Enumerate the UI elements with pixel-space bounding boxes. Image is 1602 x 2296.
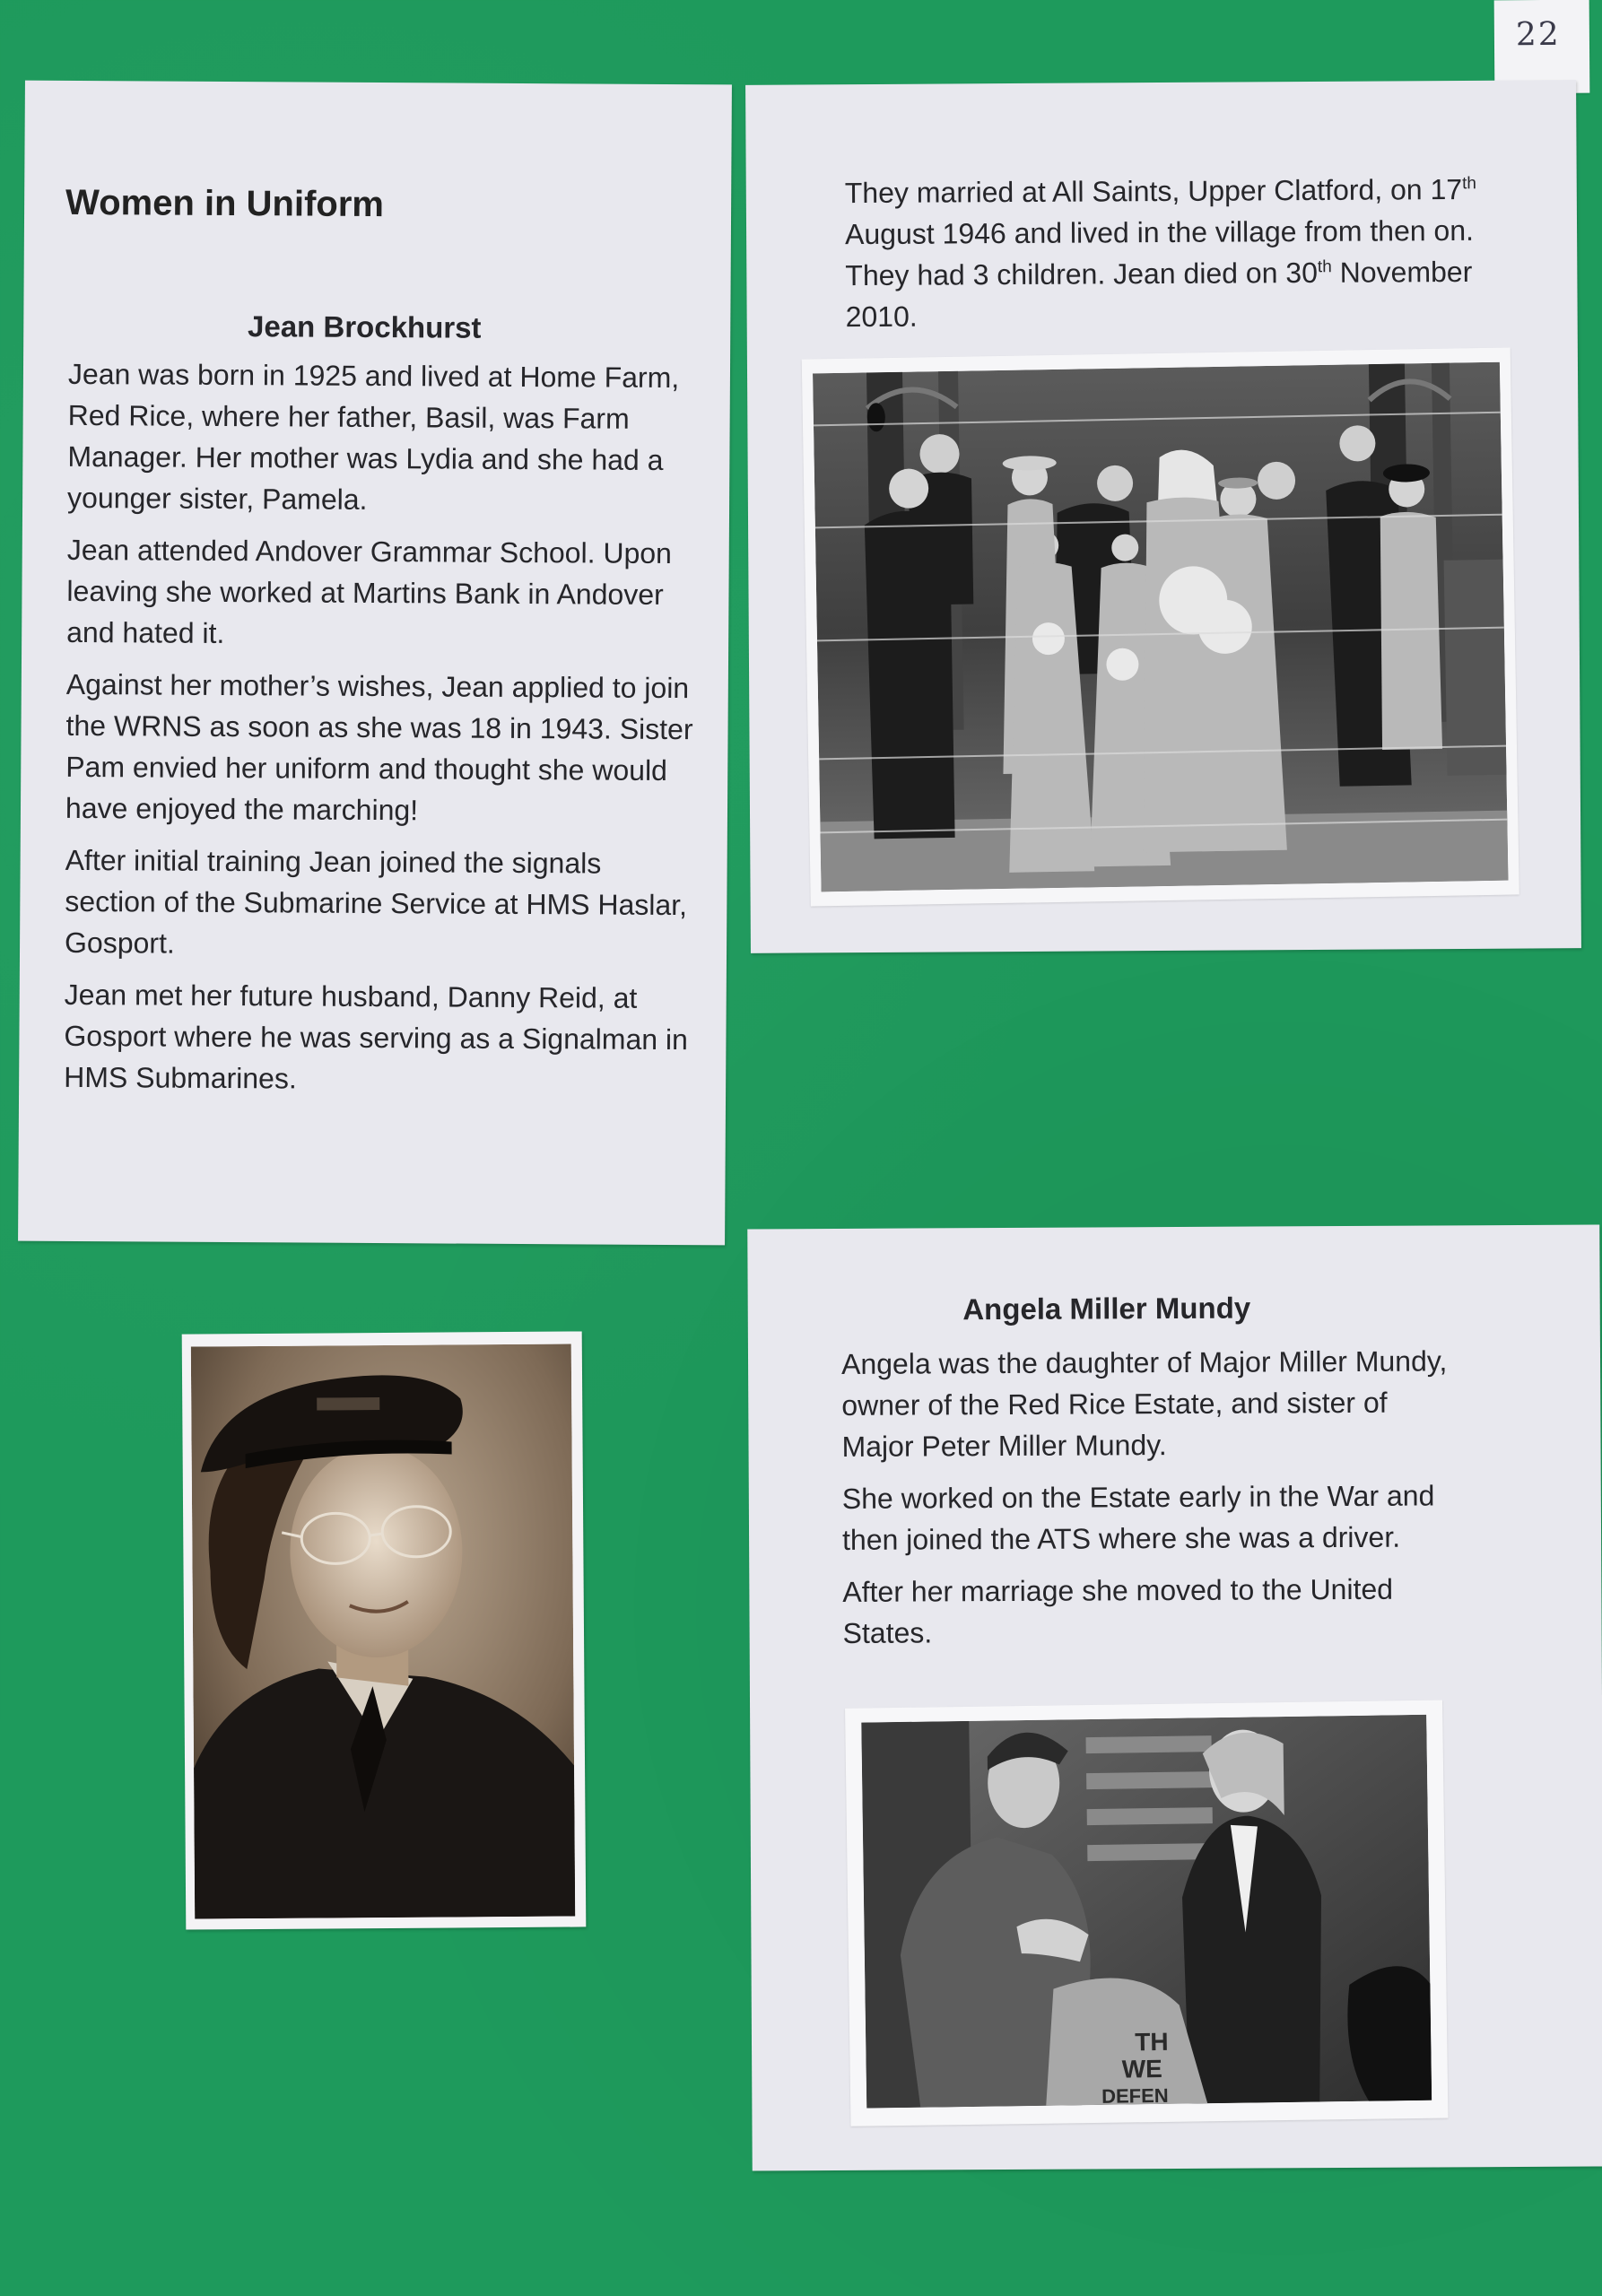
jean-brockhurst-sheet: [18, 81, 732, 1246]
wedding-group-photo: [813, 362, 1508, 892]
wedding-text-part: August 1946 and lived in the village from then on. They had 3 children. Jean died on 30: [844, 213, 1475, 292]
wedding-photo-mount: [802, 348, 1519, 907]
page-number: 22: [1515, 15, 1561, 54]
jean-portrait-photo: [191, 1344, 575, 1919]
sack-lettering: TH: [1135, 2027, 1169, 2057]
sack-lettering: WE: [1121, 2054, 1163, 2083]
ordinal-suffix: th: [1317, 257, 1332, 277]
jean-paragraph: Jean attended Andover Grammar School. Upon leaving she worked at Martins Bank in Andover and hated it.: [66, 533, 673, 649]
wedding-paragraph: [845, 169, 1510, 338]
angela-paragraph: She worked on the Estate early in the War and then joined the ATS where she was a driver.: [841, 1479, 1435, 1556]
wedding-sheet: [745, 80, 1581, 953]
angela-photo: [861, 1715, 1432, 2109]
jean-paragraph: After initial training Jean joined the signals section of the Submarine Service at HMS Haslar, Gosport.: [64, 843, 688, 960]
jean-paragraph: Against her mother’s wishes, Jean applied to join the WRNS as soon as she was 18 in 1943. Sister Pam envied her uniform and thought she would have enjoyed the marching!: [65, 667, 693, 827]
wedding-text-part: November 2010.: [845, 255, 1473, 334]
jean-portrait-mount: [182, 1331, 587, 1929]
wedding-text-part: They married at All Saints, Upper Clatford, on 17: [844, 172, 1463, 210]
angela-paragraph: After her marriage she moved to the United States.: [842, 1572, 1394, 1649]
angela-paragraph: Angela was the daughter of Major Miller Mundy, owner of the Red Rice Estate, and sister of Major Peter Miller Mundy.: [840, 1344, 1448, 1463]
angela-photo-mount: [845, 1700, 1448, 2126]
angela-biography: [841, 1340, 1453, 1665]
angela-name-heading: Angela Miller Mundy: [962, 1291, 1251, 1326]
ordinal-suffix: th: [1462, 174, 1476, 194]
jean-paragraph: Jean met her future husband, Danny Reid, at Gosport where he was serving as a Signalman in HMS Submarines.: [64, 978, 689, 1095]
angela-miller-mundy-sheet: [747, 1225, 1602, 2171]
jean-paragraph: Jean was born in 1925 and lived at Home Farm, Red Rice, where her father, Basil, was Farm Manager. Her mother was Lydia and she had a younger sister, Pamela.: [67, 357, 680, 516]
jean-name-heading: Jean Brockhurst: [247, 309, 482, 344]
jean-biography: [64, 353, 701, 1112]
page-heading: Women in Uniform: [65, 182, 385, 225]
sack-lettering: DEFEN: [1101, 2083, 1169, 2108]
